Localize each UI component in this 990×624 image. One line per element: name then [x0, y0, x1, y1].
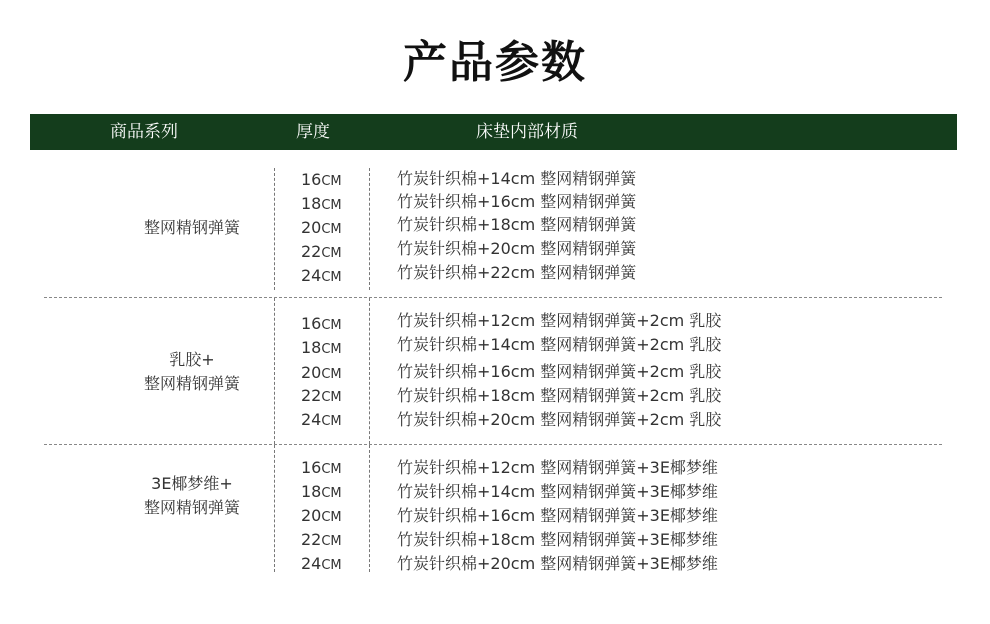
- thickness-cell: [301, 480, 342, 504]
- header-series: 商品系列: [110, 122, 178, 142]
- thickness-cell: [301, 240, 342, 264]
- series-name-line: 整网精钢弹簧: [143, 498, 240, 517]
- material-cell: 竹炭针织棉+18cm 整网精钢弹簧+2cm 乳胶: [397, 386, 722, 405]
- thickness-value: 18: [301, 482, 322, 501]
- thickness-value: 24: [301, 410, 322, 429]
- thickness-value: 24: [301, 266, 322, 285]
- table-header: [30, 114, 957, 150]
- thickness-cell: [301, 528, 342, 552]
- thickness-unit: CM: [321, 414, 342, 429]
- thickness-unit: CM: [321, 222, 342, 237]
- thickness-value: 16: [301, 458, 322, 477]
- material-cell: 竹炭针织棉+12cm 整网精钢弹簧+2cm 乳胶: [397, 311, 722, 330]
- thickness-unit: CM: [321, 558, 342, 573]
- thickness-cell: [301, 336, 342, 360]
- thickness-value: 16: [301, 314, 322, 333]
- material-cell: 竹炭针织棉+16cm 整网精钢弹簧+2cm 乳胶: [397, 362, 722, 381]
- thickness-unit: CM: [321, 342, 342, 357]
- thickness-unit: CM: [321, 462, 342, 477]
- thickness-unit: CM: [321, 534, 342, 549]
- column-divider: [274, 445, 275, 572]
- thickness-value: 22: [301, 386, 322, 405]
- column-divider: [369, 298, 370, 444]
- material-cell: 竹炭针织棉+22cm 整网精钢弹簧: [397, 263, 637, 282]
- column-divider: [274, 298, 275, 444]
- material-cell: 竹炭针织棉+18cm 整网精钢弹簧: [397, 215, 637, 234]
- thickness-unit: CM: [321, 390, 342, 405]
- material-cell: 竹炭针织棉+16cm 整网精钢弹簧: [397, 192, 637, 211]
- column-divider: [369, 445, 370, 572]
- series-name-line: 整网精钢弹簧: [143, 374, 240, 393]
- thickness-value: 20: [301, 506, 322, 525]
- header-material: 床垫内部材质: [476, 122, 578, 142]
- material-cell: 竹炭针织棉+20cm 整网精钢弹簧: [397, 239, 637, 258]
- thickness-unit: CM: [321, 318, 342, 333]
- thickness-cell: [301, 408, 342, 432]
- thickness-cell: [301, 216, 342, 240]
- page-title: 产品参数: [403, 37, 587, 88]
- material-cell: 竹炭针织棉+14cm 整网精钢弹簧: [397, 169, 637, 188]
- thickness-cell: [301, 168, 342, 192]
- material-cell: 竹炭针织棉+14cm 整网精钢弹簧+2cm 乳胶: [397, 335, 722, 354]
- header-thickness: 厚度: [296, 122, 330, 142]
- thickness-cell: [301, 361, 342, 385]
- series-name-line: 3E椰梦维+: [151, 474, 233, 493]
- thickness-cell: [301, 312, 342, 336]
- thickness-value: 22: [301, 242, 322, 261]
- material-cell: 竹炭针织棉+18cm 整网精钢弹簧+3E椰梦维: [397, 530, 718, 549]
- thickness-value: 20: [301, 363, 322, 382]
- thickness-value: 22: [301, 530, 322, 549]
- thickness-value: 20: [301, 218, 322, 237]
- column-divider: [274, 168, 275, 290]
- thickness-value: 18: [301, 194, 322, 213]
- series-name-line: 整网精钢弹簧: [143, 218, 240, 237]
- series-name-line: 乳胶+: [169, 350, 215, 369]
- material-cell: 竹炭针织棉+14cm 整网精钢弹簧+3E椰梦维: [397, 482, 718, 501]
- thickness-unit: CM: [321, 246, 342, 261]
- thickness-unit: CM: [321, 270, 342, 285]
- thickness-cell: [301, 192, 342, 216]
- thickness-cell: [301, 264, 342, 288]
- thickness-unit: CM: [321, 198, 342, 213]
- thickness-unit: CM: [321, 367, 342, 382]
- column-divider: [369, 168, 370, 290]
- group-separator: [44, 297, 942, 298]
- thickness-unit: CM: [321, 174, 342, 189]
- material-cell: 竹炭针织棉+20cm 整网精钢弹簧+3E椰梦维: [397, 554, 718, 573]
- thickness-value: 24: [301, 554, 322, 573]
- thickness-unit: CM: [321, 510, 342, 525]
- thickness-unit: CM: [321, 486, 342, 501]
- thickness-cell: [301, 504, 342, 528]
- thickness-cell: [301, 552, 342, 576]
- material-cell: 竹炭针织棉+20cm 整网精钢弹簧+2cm 乳胶: [397, 410, 722, 429]
- thickness-cell: [301, 456, 342, 480]
- material-cell: 竹炭针织棉+16cm 整网精钢弹簧+3E椰梦维: [397, 506, 718, 525]
- material-cell: 竹炭针织棉+12cm 整网精钢弹簧+3E椰梦维: [397, 458, 718, 477]
- thickness-value: 18: [301, 338, 322, 357]
- thickness-value: 16: [301, 170, 322, 189]
- group-separator: [44, 444, 942, 445]
- thickness-cell: [301, 384, 342, 408]
